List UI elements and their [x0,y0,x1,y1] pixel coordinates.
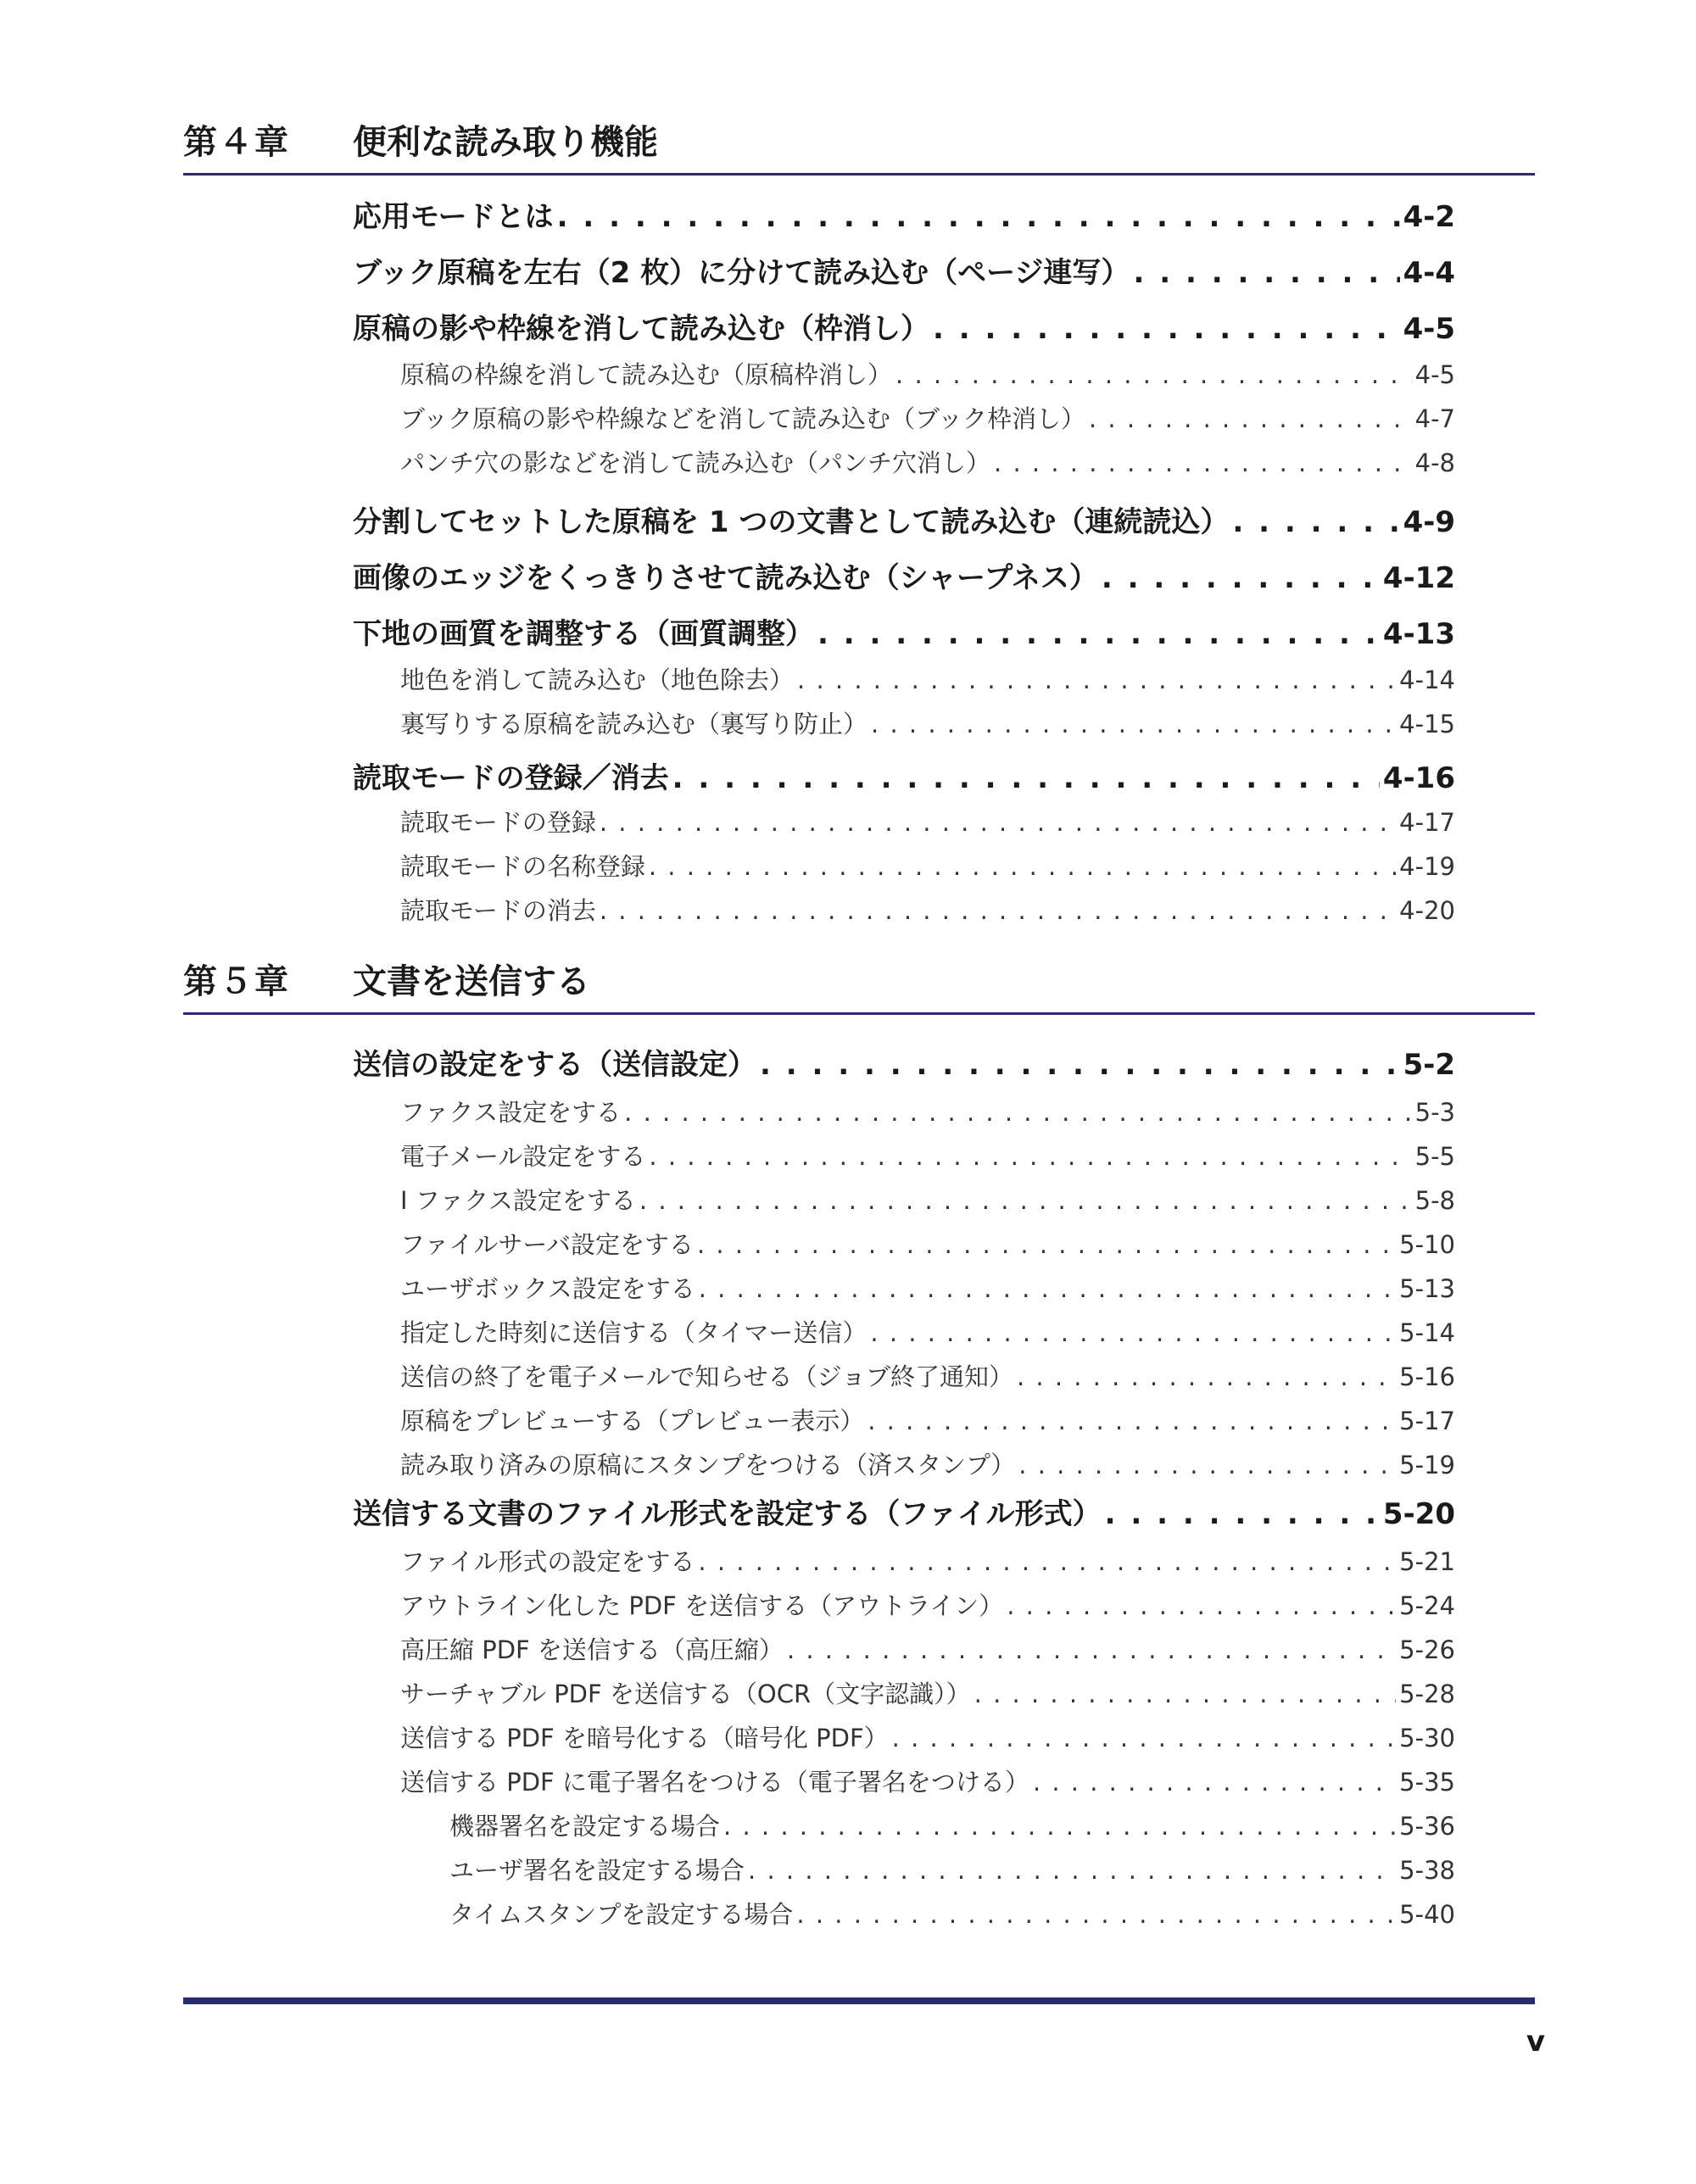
toc-entry[interactable] [400,892,1455,927]
toc-entry-title: 読取モードの消去 [400,896,596,925]
toc-entry-title: タイムスタンプを設定する場合 [449,1900,794,1929]
toc-entry-title: 原稿の影や枠線を消して読み込む（枠消し） [353,312,929,346]
toc-entry-title: 地色を消して読み込む（地色除去） [400,666,795,694]
dot-leader [933,312,1400,346]
toc-entry[interactable] [449,1852,1455,1886]
toc-entry-page: 4-7 [1414,404,1455,433]
toc-entry-page: 5-19 [1399,1451,1455,1479]
toc-entry-page: 4-14 [1399,666,1455,694]
toc-entry-page: 4-15 [1399,710,1455,738]
dot-leader [1089,404,1412,433]
toc-entry-title: 原稿の枠線を消して読み込む（原稿枠消し） [400,360,893,389]
dot-leader [974,1680,1397,1708]
toc-entry[interactable] [400,1138,1455,1173]
toc-entry[interactable] [353,249,1455,291]
toc-entry-title: パンチ穴の影などを消して読み込む（パンチ穴消し） [400,448,991,477]
toc-entry-page: 5-14 [1399,1318,1455,1347]
toc-entry[interactable] [400,1358,1455,1393]
toc-entry-page: 4-5 [1403,312,1455,346]
toc-entry-page: 4-16 [1382,761,1455,795]
dot-leader [557,200,1400,234]
dot-leader [1017,1362,1396,1391]
toc-entry[interactable] [400,1631,1455,1666]
dot-leader [760,1048,1400,1082]
toc-entry-title: ファクス設定をする [400,1098,622,1127]
dot-leader [871,710,1396,738]
dot-leader [994,448,1412,477]
toc-entry-title: 高圧縮 PDF を送信する（高圧縮） [400,1635,784,1664]
toc-entry-title: ブック原稿の影や枠線などを消して読み込む（ブック枠消し） [400,404,1085,433]
toc-entry[interactable] [400,661,1455,696]
toc-entry-title: 送信の設定をする（送信設定） [353,1048,756,1082]
dot-leader [892,1724,1397,1752]
toc-entry[interactable] [400,356,1455,391]
toc-entry-title: 原稿をプレビューする（プレビュー表示） [400,1407,865,1435]
chapter-divider [183,1012,1535,1015]
toc-entry-title: 送信する PDF を暗号化する（暗号化 PDF） [400,1724,889,1752]
toc-entry-page: 5-17 [1399,1407,1455,1435]
dot-leader [698,1547,1396,1576]
toc-entry-page: 4-5 [1414,360,1455,389]
dot-leader [723,1812,1396,1841]
toc-entry-title: サーチャブル PDF を送信する（OCR（文字認識）） [400,1680,971,1708]
toc-entry-page: 5-10 [1399,1230,1455,1259]
toc-entry-page: 4-4 [1403,256,1455,290]
toc-entry[interactable] [400,1719,1455,1754]
toc-entry-page: 5-36 [1399,1812,1455,1841]
toc-entry-title: 分割してセットした原稿を 1 つの文書として読み込む（連続読込） [353,505,1230,539]
dot-leader [895,360,1412,389]
toc-entry[interactable] [400,804,1455,838]
toc-entry[interactable] [353,499,1455,540]
toc-entry-title: 読取モードの名称登録 [400,852,645,881]
toc-entry[interactable] [400,1675,1455,1710]
dot-leader [1102,561,1380,595]
chapter-5-header [183,955,1535,1014]
chapter-divider [183,173,1535,176]
toc-entry-page: 5-5 [1414,1142,1455,1171]
toc-entry-page: 4-17 [1399,808,1455,837]
toc-entry-page: 5-8 [1414,1186,1455,1215]
dot-leader [1133,256,1399,290]
toc-entry[interactable] [400,1446,1455,1481]
chapter-number: 第５章 [183,962,290,1001]
toc-entry-title: 送信する文書のファイル形式を設定する（ファイル形式） [353,1497,1102,1531]
toc-entry[interactable] [400,848,1455,883]
toc-entry-title: 機器署名を設定する場合 [449,1812,721,1841]
chapter-5 [183,955,1535,1929]
chapter-4 [183,115,1535,925]
toc-entry-page: 4-2 [1403,200,1455,234]
chapter-4-header [183,115,1535,175]
toc-entry-page: 5-24 [1399,1591,1455,1620]
dot-leader [1232,505,1399,539]
toc-entry-title: I ファクス設定をする [400,1186,636,1215]
chapter-title: 便利な読み取り機能 [353,123,658,162]
toc-entry-page: 4-20 [1399,896,1455,925]
toc-entry-page: 5-30 [1399,1724,1455,1752]
toc-entry-page: 5-26 [1399,1635,1455,1664]
toc-entry-page: 4-9 [1403,505,1455,539]
toc-entry[interactable] [400,1226,1455,1261]
toc-entry-page: 5-13 [1399,1274,1455,1303]
toc-entry[interactable] [353,554,1455,596]
toc-entry-title: 指定した時刻に送信する（タイマー送信） [400,1318,868,1347]
toc-entry[interactable] [400,1763,1455,1798]
dot-leader [868,1407,1396,1435]
toc-entry[interactable] [400,1094,1455,1128]
toc-entry-page: 5-35 [1399,1768,1455,1797]
dot-leader [600,896,1396,925]
dot-leader [624,1098,1411,1127]
toc-entry[interactable] [353,193,1455,235]
toc-entry[interactable] [353,755,1455,796]
toc-entry-title: ブック原稿を左右（2 枚）に分けて読み込む（ページ連写） [353,256,1130,290]
toc-entry[interactable] [400,400,1455,435]
toc-entry-title: 電子メール設定をする [400,1142,646,1171]
dot-leader [748,1856,1396,1885]
dot-leader [639,1186,1412,1215]
dot-leader [697,1230,1396,1259]
toc-entry-page: 5-28 [1399,1680,1455,1708]
toc-entry-title: 送信の終了を電子メールで知らせる（ジョブ終了通知） [400,1362,1013,1391]
chapter-title: 文書を送信する [353,962,590,1001]
dot-leader [817,617,1380,651]
dot-leader [1105,1497,1380,1531]
toc-entry-title: 画像のエッジをくっきりさせて読み込む（シャープネス） [353,561,1098,595]
toc-entry[interactable] [400,1182,1455,1217]
dot-leader [600,808,1396,837]
toc-entry-title: 読取モードの登録 [400,808,596,837]
toc-entry[interactable] [400,444,1455,479]
toc-entry[interactable] [400,705,1455,740]
dot-leader [797,666,1396,694]
toc-entry-page: 4-13 [1382,617,1455,651]
toc-entry[interactable] [353,610,1455,652]
toc-entry[interactable] [353,305,1455,347]
dot-leader [672,761,1380,795]
toc-entry-page: 4-8 [1414,448,1455,477]
toc-entry-title: 読み取り済みの原稿にスタンプをつける（済スタンプ） [400,1451,1016,1479]
dot-leader [649,852,1396,881]
toc-entry-page: 5-2 [1403,1048,1455,1082]
toc-entry[interactable] [400,1314,1455,1349]
dot-leader [1007,1591,1396,1620]
footer-divider [183,1997,1535,2004]
toc-entry[interactable] [353,1041,1455,1083]
toc-entry-title: 読取モードの登録／消去 [353,761,669,795]
toc-entry-page: 4-12 [1382,561,1455,595]
toc-entry-title: 応用モードとは [353,200,554,234]
dot-leader [796,1900,1396,1929]
dot-leader [870,1318,1396,1347]
toc-entry-title: ユーザボックス設定をする [400,1274,695,1303]
dot-leader [1033,1768,1396,1797]
toc-entry[interactable] [353,1490,1455,1532]
toc-entry-title: ユーザ署名を設定する場合 [449,1856,745,1885]
toc-entry-title: ファイルサーバ設定をする [400,1230,694,1259]
toc-entry[interactable] [400,1270,1455,1305]
chapter-number: 第４章 [183,123,290,162]
toc-entry-title: 下地の画質を調整する（画質調整） [353,617,814,651]
toc-entry-page: 5-40 [1399,1900,1455,1929]
toc-entry[interactable] [400,1543,1455,1578]
toc-entry[interactable] [400,1402,1455,1437]
toc-entry[interactable] [449,1808,1455,1842]
toc-entry-page: 5-16 [1399,1362,1455,1391]
page-number: v [1526,2025,1545,2059]
toc-entry-page: 5-3 [1414,1098,1455,1127]
toc-entry[interactable] [400,1587,1455,1622]
toc-entry-page: 5-20 [1382,1497,1455,1531]
toc-entry-title: 送信する PDF に電子署名をつける（電子署名をつける） [400,1768,1029,1797]
dot-leader [787,1635,1396,1664]
dot-leader [649,1142,1411,1171]
toc-entry-title: アウトライン化した PDF を送信する（アウトライン） [400,1591,1004,1620]
toc-entry-page: 5-38 [1399,1856,1455,1885]
toc-entry[interactable] [449,1896,1455,1930]
toc-entry-title: 裏写りする原稿を読み込む（裏写り防止） [400,710,868,738]
toc-entry-title: ファイル形式の設定をする [400,1547,695,1576]
toc-entry-page: 5-21 [1399,1547,1455,1576]
dot-leader [699,1274,1396,1303]
toc-entry-page: 4-19 [1399,852,1455,881]
dot-leader [1018,1451,1396,1479]
